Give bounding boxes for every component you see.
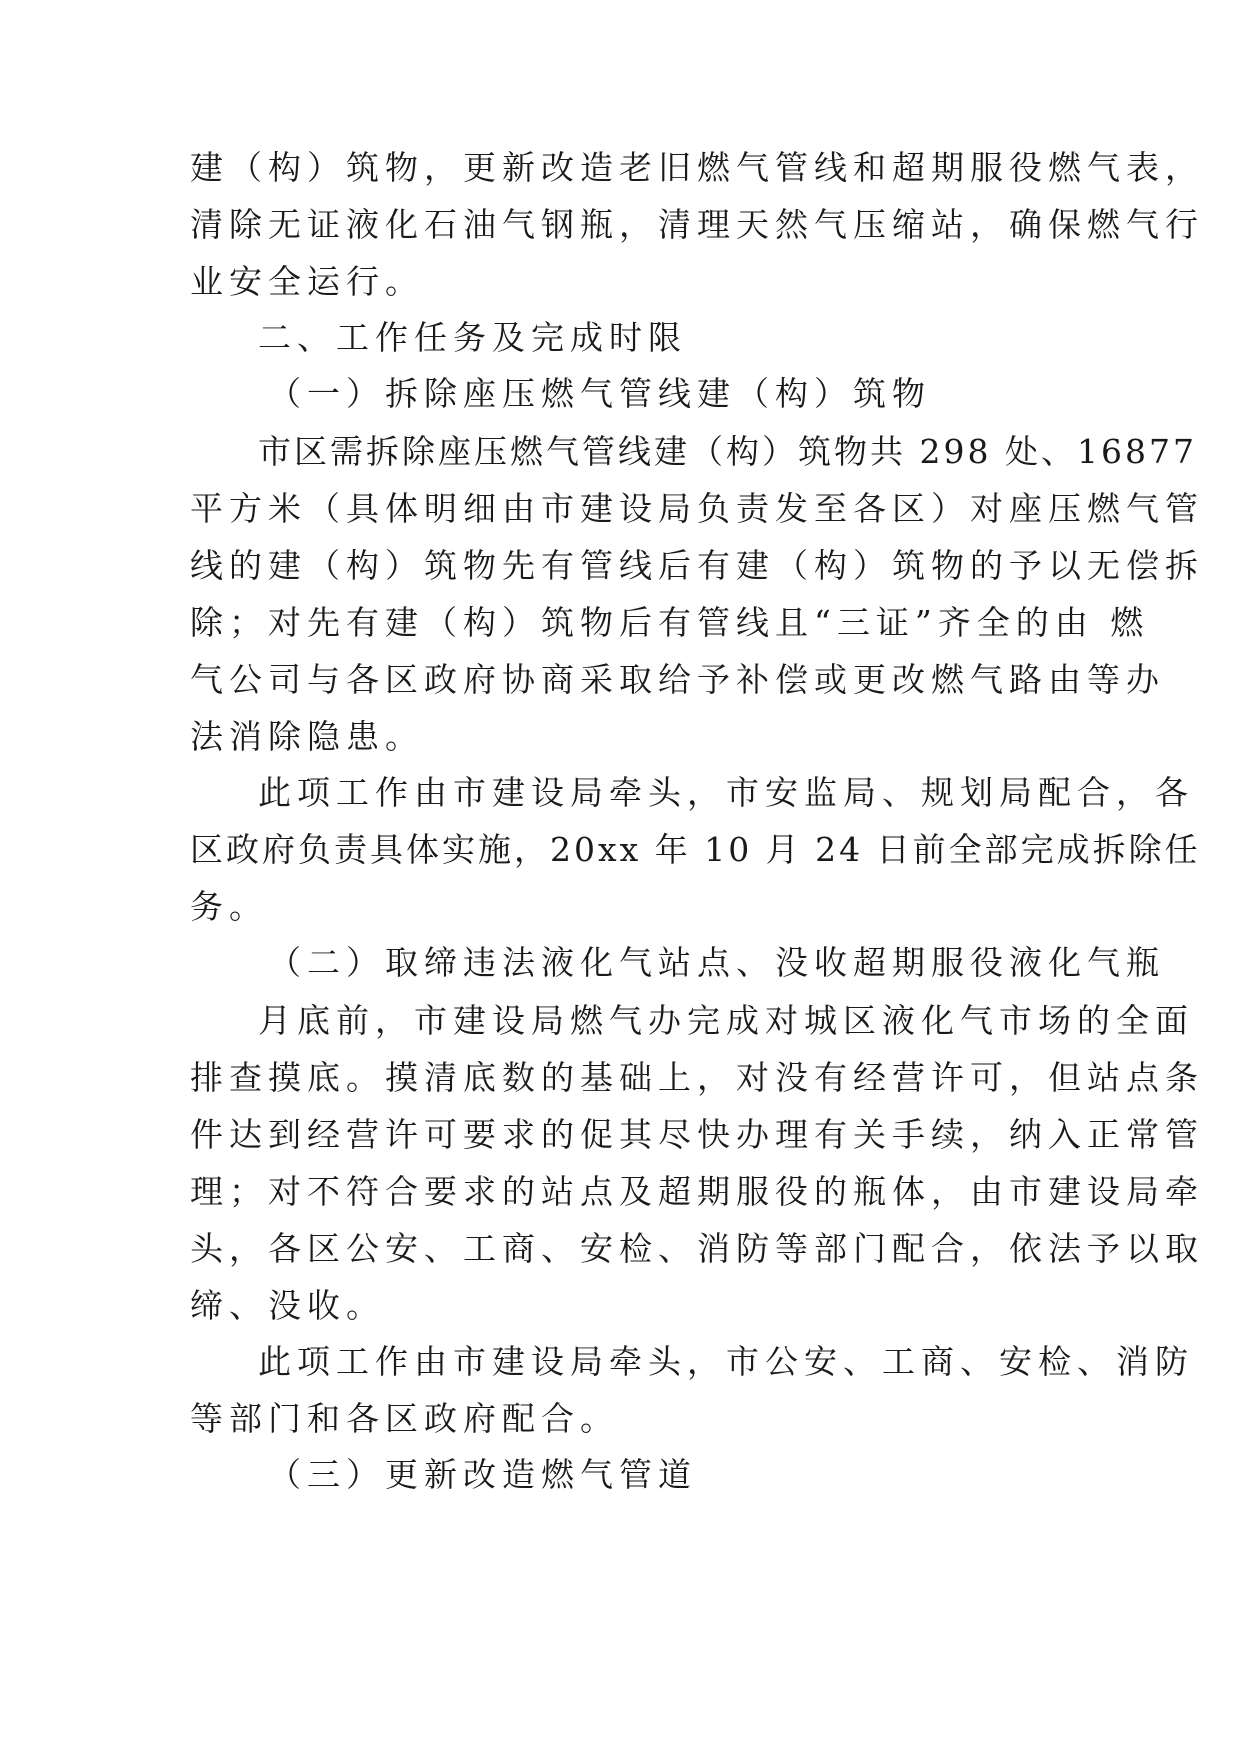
body-text-line: 市区需拆除座压燃气管线建（构）筑物共 298 处、16877: [258, 432, 1197, 471]
body-text-line: 平方米（具体明细由市建设局负责发至各区）对座压燃气管: [190, 489, 1204, 528]
body-text-line: 排查摸底。摸清底数的基础上，对没有经营许可，但站点条: [190, 1058, 1204, 1097]
body-text-line: 缔、没收。: [190, 1286, 385, 1325]
section-heading: 二、工作任务及完成时限: [258, 318, 687, 357]
body-text-line: 务。: [190, 887, 268, 926]
body-text-line: 件达到经营许可要求的促其尽快办理有关手续，纳入正常管: [190, 1115, 1204, 1154]
body-text-line: 建（构）筑物，更新改造老旧燃气管线和超期服役燃气表，: [190, 148, 1204, 187]
body-text-line: 区政府负责具体实施，20xx 年 10 月 24 日前全部完成拆除任: [190, 830, 1201, 869]
body-text-line: 清除无证液化石油气钢瓶，清理天然气压缩站，确保燃气行: [190, 205, 1204, 244]
body-text-line: 此项工作由市建设局牵头，市安监局、规划局配合，各: [258, 773, 1194, 812]
body-text-line: 法消除隐患。: [190, 717, 424, 756]
body-text-line: 此项工作由市建设局牵头，市公安、工商、安检、消防: [258, 1342, 1194, 1381]
body-text-line: 月底前，市建设局燃气办完成对城区液化气市场的全面: [258, 1001, 1194, 1040]
body-text-line: 业安全运行。: [190, 262, 424, 301]
body-text-line: 等部门和各区政府配合。: [190, 1399, 619, 1438]
body-text-line: 气公司与各区政府协商采取给予补偿或更改燃气路由等办: [190, 660, 1165, 699]
body-text-line: 头，各区公安、工商、安检、消防等部门配合，依法予以取: [190, 1229, 1204, 1268]
subsection-heading: （一）拆除座压燃气管线建（构）筑物: [268, 374, 931, 413]
body-text-line: 理；对不符合要求的站点及超期服役的瓶体，由市建设局牵: [190, 1172, 1204, 1211]
subsection-heading: （三）更新改造燃气管道: [268, 1455, 697, 1494]
body-text-line: 线的建（构）筑物先有管线后有建（构）筑物的予以无偿拆: [190, 546, 1204, 585]
subsection-heading: （二）取缔违法液化气站点、没收超期服役液化气瓶: [268, 943, 1165, 982]
body-text-line: 除；对先有建（构）筑物后有管线且“三证”齐全的由 燃: [190, 603, 1150, 642]
